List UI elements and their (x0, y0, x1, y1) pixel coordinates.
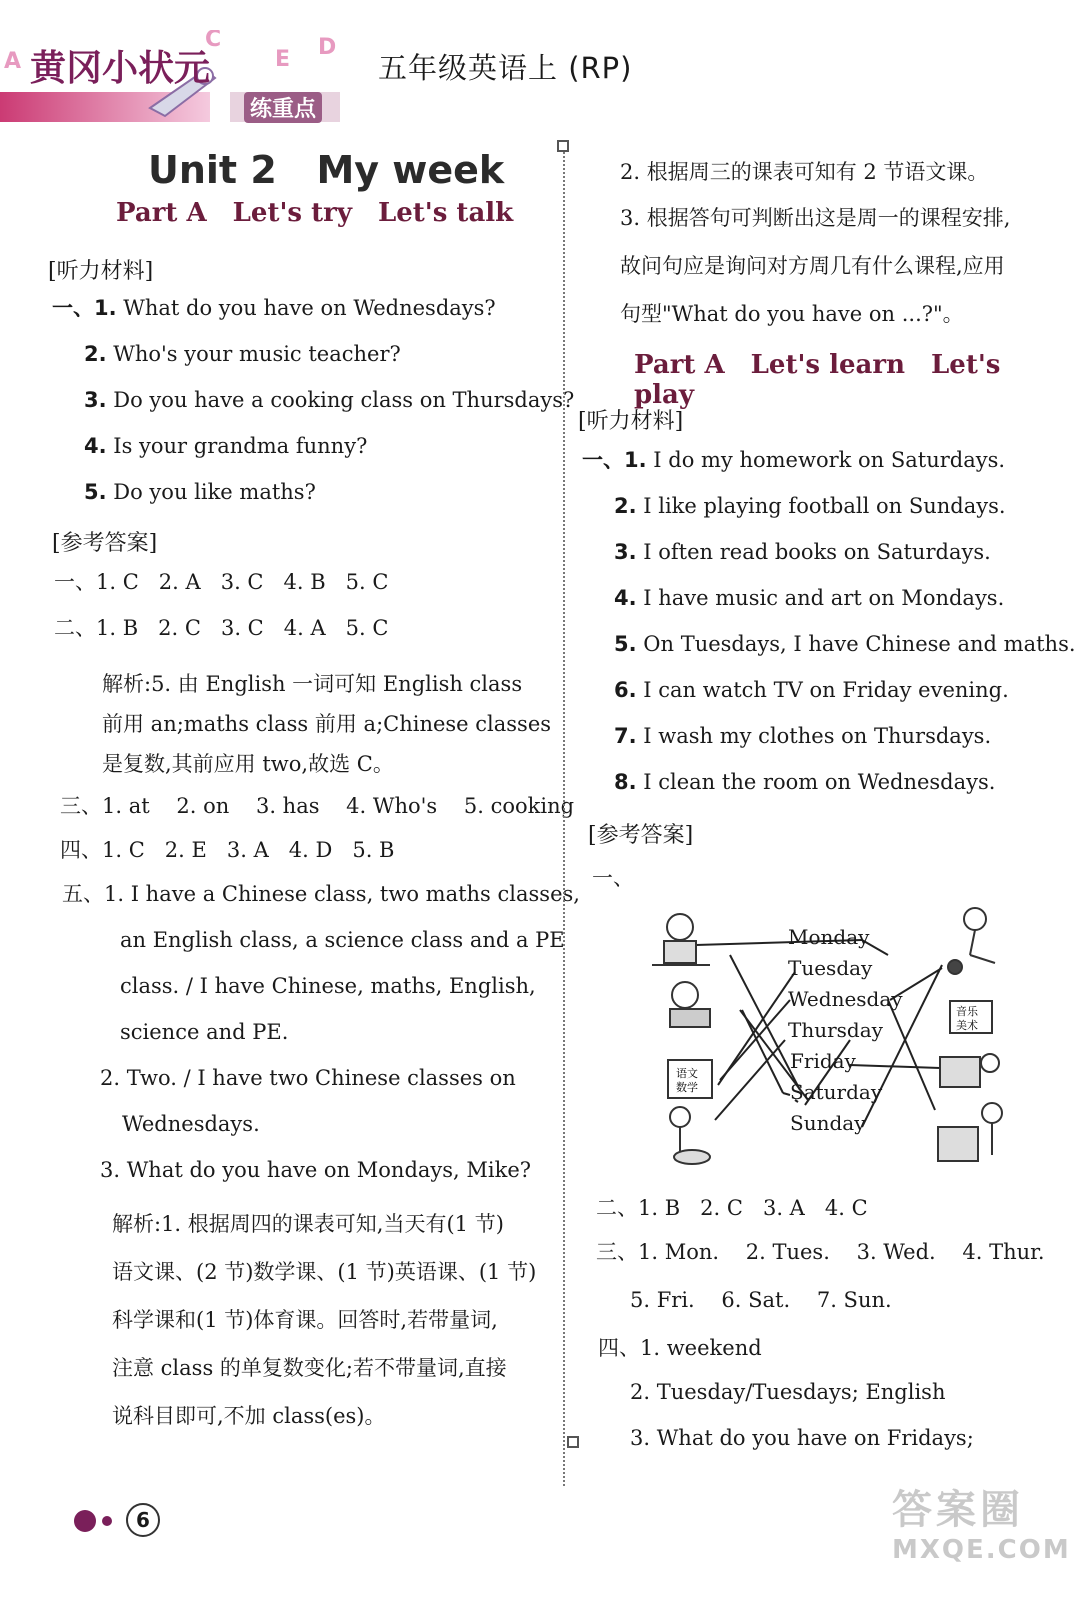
analysis-line: 语文课、(2 节)数学课、(1 节)英语课、(1 节) (112, 1260, 537, 1284)
section-lets-try: Let's try (232, 198, 352, 228)
answer-line: 2. Tuesday/Tuesdays; English (630, 1380, 946, 1404)
svg-text:数学: 数学 (676, 1081, 698, 1094)
analysis-line: 解析:5. 由 English 一词可知 English class (102, 672, 523, 696)
svg-text:A: A (4, 49, 22, 74)
answers-section-3-right: 三、1. Mon. 2. Tues. 3. Wed. 4. Thur. (596, 1240, 1045, 1264)
list-item: 8. I clean the room on Wednesdays. (614, 770, 996, 794)
watermark-text: 答案圈 (892, 1487, 1024, 1533)
list-item: 4. I have music and art on Mondays. (614, 586, 1005, 610)
analysis-line: 3. 根据答句可判断出这是周一的课程安排, (620, 206, 1011, 230)
day-monday: Monday (788, 925, 870, 949)
list-item: 3. I often read books on Saturdays. (614, 540, 991, 564)
day-wednesday: Wednesday (788, 987, 903, 1011)
svg-text:E: E (275, 47, 291, 72)
question-number: 一、 (592, 866, 634, 890)
answer-line: Wednesdays. (122, 1112, 260, 1136)
unit-title: Unit 2 My week (148, 148, 505, 192)
answer-line: 四、1. weekend (598, 1336, 762, 1360)
page-number: 6 (126, 1503, 160, 1537)
svg-text:美术: 美术 (956, 1019, 978, 1032)
answers-section-3: 三、1. at 2. on 3. has 4. Who's 5. cooking (60, 794, 575, 818)
list-item: 6. I can watch TV on Friday evening. (614, 678, 1009, 702)
part-label: Part A (116, 198, 207, 228)
list-item: 5. Do you like maths? (84, 480, 316, 504)
analysis-line: 句型"What do you have on ...?"。 (620, 302, 964, 326)
analysis-line: 2. 根据周三的课表可知有 2 节语文课。 (620, 160, 989, 184)
divider-cap-bottom (567, 1436, 579, 1448)
part-label: Part A (634, 350, 725, 380)
list-item: 一、1. I do my homework on Saturdays. (582, 448, 1006, 472)
day-friday: Friday (790, 1049, 856, 1073)
analysis-line: 说科目即可,不加 class(es)。 (112, 1404, 386, 1428)
svg-text:音乐: 音乐 (956, 1005, 978, 1018)
part-heading-a1 (116, 198, 539, 228)
analysis-line: 是复数,其前应用 two,故选 C。 (102, 752, 394, 776)
list-item: 2. Who's your music teacher? (84, 342, 401, 366)
section-lets-talk: Let's talk (377, 198, 514, 228)
list-item: 7. I wash my clothes on Thursdays. (614, 724, 992, 748)
brand-name: 黄冈小状元 (30, 48, 211, 89)
watermark-logo (892, 1478, 1082, 1593)
list-item: 4. Is your grandma funny? (84, 434, 368, 458)
part-heading-a2 (634, 350, 1086, 410)
list-item: 2. I like playing football on Sundays. (614, 494, 1006, 518)
watermark-url: MXQE.COM (892, 1535, 1071, 1565)
page-dot-icon (74, 1510, 96, 1532)
answers-section-2: 二、1. B 2. C 3. C 4. A 5. C (54, 616, 389, 640)
svg-text:D: D (318, 35, 337, 60)
day-tuesday: Tuesday (788, 956, 873, 980)
day-thursday: Thursday (788, 1018, 883, 1042)
answers-section-1: 一、1. C 2. A 3. C 4. B 5. C (54, 570, 389, 594)
column-divider (563, 148, 565, 1486)
analysis-line: 注意 class 的单复数变化;若不带量词,直接 (112, 1356, 507, 1380)
analysis-line: 科学课和(1 节)体育课。回答时,若带量词, (112, 1308, 498, 1332)
answers-section-2-right: 二、1. B 2. C 3. A 4. C (596, 1196, 868, 1220)
answer-line: 2. Two. / I have two Chinese classes on (100, 1066, 516, 1090)
book-title: 五年级英语上 (RP) (378, 51, 633, 85)
answer-line: 3. What do you have on Mondays, Mike? (100, 1158, 532, 1182)
section-lets-learn: Let's learn (750, 350, 905, 380)
section-lets-play: Let's play (634, 350, 1001, 410)
day-sunday: Sunday (790, 1111, 866, 1135)
day-saturday: Saturday (790, 1080, 883, 1104)
matching-diagram (650, 905, 1030, 1175)
analysis-line: 故问句应是询问对方周几有什么课程,应用 (620, 254, 1005, 278)
analysis-line: 前用 an;maths class 前用 a;Chinese classes (102, 712, 552, 736)
listening-label: [听力材料] (578, 409, 684, 434)
listening-label: [听力材料] (48, 259, 154, 284)
list-item: 5. On Tuesdays, I have Chinese and maths. (614, 632, 1076, 656)
analysis-line: 解析:1. 根据周四的课表可知,当天有(1 节) (112, 1212, 504, 1236)
answers-section-4: 四、1. C 2. E 3. A 4. D 5. B (60, 838, 395, 862)
answer-line: 3. What do you have on Fridays; (630, 1426, 974, 1450)
answer-label: [参考答案] (588, 823, 694, 848)
svg-text:C: C (205, 30, 222, 52)
list-item: 一、1. What do you have on Wednesdays? (52, 296, 496, 320)
answer-line: 五、1. I have a Chinese class, two maths classes, (62, 882, 580, 906)
page-dot-small-icon (102, 1516, 112, 1526)
answer-line: an English class, a science class and a PE (120, 928, 565, 952)
sign-left: 语文 (676, 1067, 698, 1080)
list-item: 3. Do you have a cooking class on Thursdays? (84, 388, 575, 412)
answer-line: class. / I have Chinese, maths, English, (120, 974, 536, 998)
divider-cap-top (557, 140, 569, 152)
answer-label: [参考答案] (52, 531, 158, 556)
answers-section-3b-right: 5. Fri. 6. Sat. 7. Sun. (630, 1288, 892, 1312)
answer-line: science and PE. (120, 1020, 289, 1044)
brand-subtitle: 练重点 (244, 92, 322, 123)
